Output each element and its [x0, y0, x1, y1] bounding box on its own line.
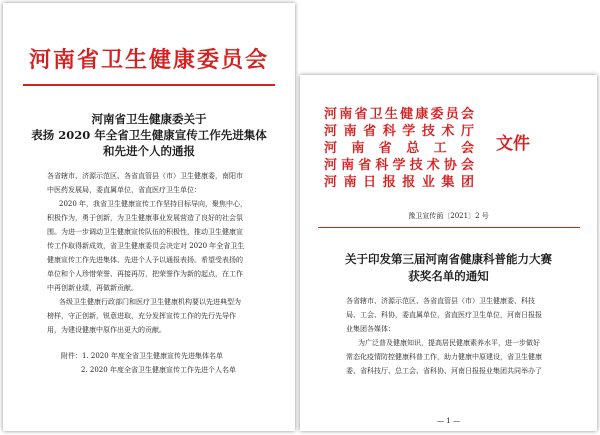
document-number: 豫卫宣传函〔2021〕2 号 — [408, 212, 489, 220]
right-header-rule — [318, 227, 580, 228]
left-document-page — [3, 3, 295, 431]
left-header-org: 河南省卫生健康委员会 — [28, 47, 269, 73]
right-body-line: 常态化疫情防控健康科普工作，助力健康中原建设，省卫生健康 — [346, 353, 542, 361]
right-body-line: 委、省科技厅、总工会、省科协、河南日报报业集团共同举办了 — [346, 367, 542, 375]
issuer-org-1: 河南省卫生健康委员会 — [324, 107, 474, 122]
left-body-line: 各级卫生健康行政部门和医疗卫生健康机构要以先进典型为 — [59, 298, 241, 306]
left-body-line: 用，为建设健康中原作出更大的贡献。 — [47, 326, 166, 334]
right-document-page — [300, 75, 597, 431]
right-body-line: 局、工会、科协，委直属单位，省直医疗卫生单位，河南日报报 — [346, 311, 542, 319]
issuer-org-3: 河南省总工会 — [324, 141, 474, 156]
issuer-org-5: 河南日报报业集团 — [324, 175, 474, 190]
left-title-line-1: 河南省卫生健康委关于 — [91, 112, 207, 126]
right-title-line-2: 获奖名单的通知 — [408, 269, 489, 283]
left-title-line-2: 表扬 2020 年全省卫生健康宣传工作先进集体 — [31, 128, 267, 142]
right-body-line: 为广泛普及健康知识，提高居民健康素养水平，进一步做好 — [358, 339, 540, 347]
left-body-line: 中再创新业绩，再做新贡献。 — [47, 284, 138, 292]
left-body-line: 积极作为，勇于创新，为卫生健康事业发展营造了良好的社会氛 — [47, 214, 243, 222]
attachment-line-1: 附件：1. 2020 年度全省卫生健康宣传先进集体名单 — [61, 352, 223, 360]
left-body-line: 健康宣传工作先进集体、先进个人予以通报表扬。希望受表扬的 — [47, 256, 243, 264]
left-body-line: 各省辖市、济源示范区、各省直管县（市）卫生健康委，南阳市 — [47, 172, 243, 180]
document-type-label: 文件 — [496, 134, 530, 154]
left-body-line: 榜样，守正创新，锐意进取，充分发挥宣传工作的先行先导作 — [47, 312, 236, 320]
left-title-line-3: 和先进个人的通报 — [103, 144, 195, 158]
left-body-line: 中医药发展局，委直属单位，省直医疗卫生单位： — [47, 186, 201, 194]
left-body-line: 2020 年，我省卫生健康宣传工作坚持目标导向，聚焦中心， — [59, 200, 248, 208]
attachment-line-2: 2. 2020 年度全省卫生健康宣传工作先进个人名单 — [81, 366, 236, 374]
right-body-line: 业集团各媒体： — [346, 325, 395, 333]
issuer-org-2: 河南省科学技术厅 — [324, 124, 474, 139]
left-body-line: 单位和个人珍惜荣誉、再接再厉，把荣誉作为新的起点，在工作 — [47, 270, 243, 278]
right-title-line-1: 关于印发第三届河南省健康科普能力大赛 — [345, 252, 552, 266]
right-body-line: 各省辖市、济源示范区、各省直管县（市）卫生健康委、科技 — [346, 297, 535, 305]
issuer-org-4: 河南省科学技术协会 — [324, 158, 474, 173]
page-number: — 1 — — [437, 417, 460, 425]
left-body-line: 传工作取得新成效，省卫生健康委员会决定对 2020 年全省卫生 — [47, 242, 245, 250]
left-body-line: 围。为进一步调动卫生健康宣传队伍的积极性，推动卫生健康宣 — [47, 228, 243, 236]
left-header-rule — [23, 84, 275, 86]
